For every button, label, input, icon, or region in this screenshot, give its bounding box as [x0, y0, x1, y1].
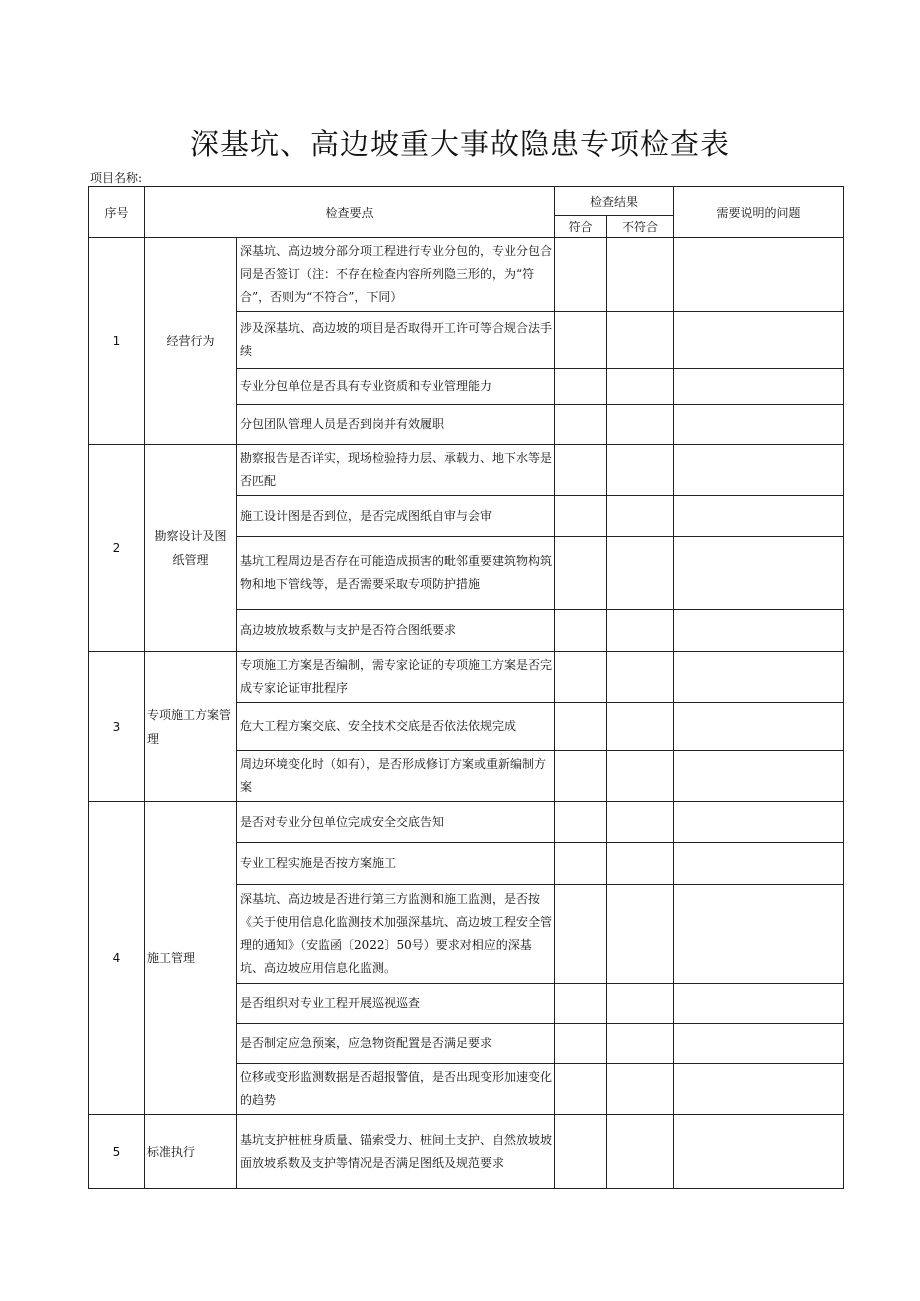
- check-item: 专业分包单位是否具有专业资质和专业管理能力: [237, 369, 555, 405]
- pass-cell[interactable]: [555, 802, 607, 843]
- notes-cell[interactable]: [674, 1064, 844, 1115]
- check-item: 高边坡放坡系数与支护是否符合图纸要求: [237, 610, 555, 652]
- check-item: 是否对专业分包单位完成安全交底告知: [237, 802, 555, 843]
- pass-cell[interactable]: [555, 238, 607, 312]
- inspection-table: [88, 186, 844, 1189]
- pass-cell[interactable]: [555, 610, 607, 652]
- section-no: 4: [89, 802, 145, 1115]
- pass-cell[interactable]: [555, 751, 607, 802]
- header-points: 检查要点: [145, 187, 555, 238]
- check-item: 周边环境变化时（如有），是否形成修订方案或重新编制方案: [237, 751, 555, 802]
- fail-cell[interactable]: [607, 843, 674, 885]
- fail-cell[interactable]: [607, 369, 674, 405]
- section-no: 5: [89, 1115, 145, 1189]
- section-category: 专项施工方案管理: [145, 652, 237, 802]
- notes-cell[interactable]: [674, 369, 844, 405]
- check-item: 基坑工程周边是否存在可能造成损害的毗邻重要建筑物构筑物和地下管线等，是否需要采取专项防护措施: [237, 537, 555, 610]
- table-row: [89, 652, 844, 703]
- project-name-label: 项目名称:: [90, 171, 143, 185]
- notes-cell[interactable]: [674, 610, 844, 652]
- fail-cell[interactable]: [607, 802, 674, 843]
- notes-cell[interactable]: [674, 984, 844, 1024]
- pass-cell[interactable]: [555, 445, 607, 496]
- header-pass: 符合: [555, 216, 607, 238]
- check-item: 施工设计图是否到位，是否完成图纸自审与会审: [237, 496, 555, 537]
- check-item: 专项施工方案是否编制，需专家论证的专项施工方案是否完成专家论证审批程序: [237, 652, 555, 703]
- notes-cell[interactable]: [674, 802, 844, 843]
- notes-cell[interactable]: [674, 1024, 844, 1064]
- check-item: 分包团队管理人员是否到岗并有效履职: [237, 405, 555, 445]
- section-no: 3: [89, 652, 145, 802]
- check-item: 是否制定应急预案，应急物资配置是否满足要求: [237, 1024, 555, 1064]
- pass-cell[interactable]: [555, 1115, 607, 1189]
- check-item: 是否组织对专业工程开展巡视巡查: [237, 984, 555, 1024]
- notes-cell[interactable]: [674, 843, 844, 885]
- fail-cell[interactable]: [607, 1115, 674, 1189]
- pass-cell[interactable]: [555, 984, 607, 1024]
- fail-cell[interactable]: [607, 610, 674, 652]
- section-no: 1: [89, 238, 145, 445]
- fail-cell[interactable]: [607, 703, 674, 751]
- check-item: 深基坑、高边坡分部分项工程进行专业分包的，专业分包合同是否签订（注：不存在检查内容所列隐三形的，为“符合”，否则为“不符合”，下同）: [237, 238, 555, 312]
- pass-cell[interactable]: [555, 312, 607, 369]
- notes-cell[interactable]: [674, 703, 844, 751]
- table-row: [89, 802, 844, 843]
- fail-cell[interactable]: [607, 445, 674, 496]
- pass-cell[interactable]: [555, 703, 607, 751]
- notes-cell[interactable]: [674, 652, 844, 703]
- check-item: 深基坑、高边坡是否进行第三方监测和施工监测，是否按《关于使用信息化监测技术加强深基坑、高边坡工程安全管理的通知》（安监函〔2022〕50号）要求对相应的深基坑、高边坡应用信息化监测。: [237, 885, 555, 984]
- header-fail: 不符合: [607, 216, 674, 238]
- notes-cell[interactable]: [674, 537, 844, 610]
- table-row: [89, 238, 844, 312]
- pass-cell[interactable]: [555, 885, 607, 984]
- check-item: 位移或变形监测数据是否超报警值，是否出现变形加速变化的趋势: [237, 1064, 555, 1115]
- pass-cell[interactable]: [555, 405, 607, 445]
- notes-cell[interactable]: [674, 405, 844, 445]
- fail-cell[interactable]: [607, 885, 674, 984]
- fail-cell[interactable]: [607, 405, 674, 445]
- notes-cell[interactable]: [674, 751, 844, 802]
- pass-cell[interactable]: [555, 843, 607, 885]
- pass-cell[interactable]: [555, 652, 607, 703]
- section-category: 施工管理: [145, 802, 237, 1115]
- pass-cell[interactable]: [555, 496, 607, 537]
- section-no: 2: [89, 445, 145, 652]
- fail-cell[interactable]: [607, 1024, 674, 1064]
- notes-cell[interactable]: [674, 238, 844, 312]
- check-item: 勘察报告是否详实，现场检验持力层、承载力、地下水等是否匹配: [237, 445, 555, 496]
- notes-cell[interactable]: [674, 445, 844, 496]
- notes-cell[interactable]: [674, 885, 844, 984]
- notes-cell[interactable]: [674, 312, 844, 369]
- check-item: 涉及深基坑、高边坡的项目是否取得开工许可等合规合法手续: [237, 312, 555, 369]
- notes-cell[interactable]: [674, 1115, 844, 1189]
- section-category: 经营行为: [145, 238, 237, 445]
- pass-cell[interactable]: [555, 537, 607, 610]
- section-category: 勘察设计及图纸管理: [145, 445, 237, 652]
- pass-cell[interactable]: [555, 369, 607, 405]
- header-result: 检查结果: [555, 187, 674, 216]
- page-title: 深基坑、高边坡重大事故隐患专项检查表: [189, 127, 730, 161]
- header-no: 序号: [89, 187, 145, 238]
- fail-cell[interactable]: [607, 496, 674, 537]
- notes-cell[interactable]: [674, 496, 844, 537]
- check-item: 专业工程实施是否按方案施工: [237, 843, 555, 885]
- table-row: [89, 445, 844, 496]
- pass-cell[interactable]: [555, 1064, 607, 1115]
- section-category: 标准执行: [145, 1115, 237, 1189]
- fail-cell[interactable]: [607, 1064, 674, 1115]
- fail-cell[interactable]: [607, 751, 674, 802]
- table-row: [89, 1115, 844, 1189]
- fail-cell[interactable]: [607, 312, 674, 369]
- header-notes: 需要说明的问题: [674, 187, 844, 238]
- check-item: 基坑支护桩桩身质量、锚索受力、桩间土支护、自然放坡坡面放坡系数及支护等情况是否满足图纸及规范要求: [237, 1115, 555, 1189]
- fail-cell[interactable]: [607, 238, 674, 312]
- fail-cell[interactable]: [607, 652, 674, 703]
- pass-cell[interactable]: [555, 1024, 607, 1064]
- check-item: 危大工程方案交底、安全技术交底是否依法依规完成: [237, 703, 555, 751]
- fail-cell[interactable]: [607, 984, 674, 1024]
- fail-cell[interactable]: [607, 537, 674, 610]
